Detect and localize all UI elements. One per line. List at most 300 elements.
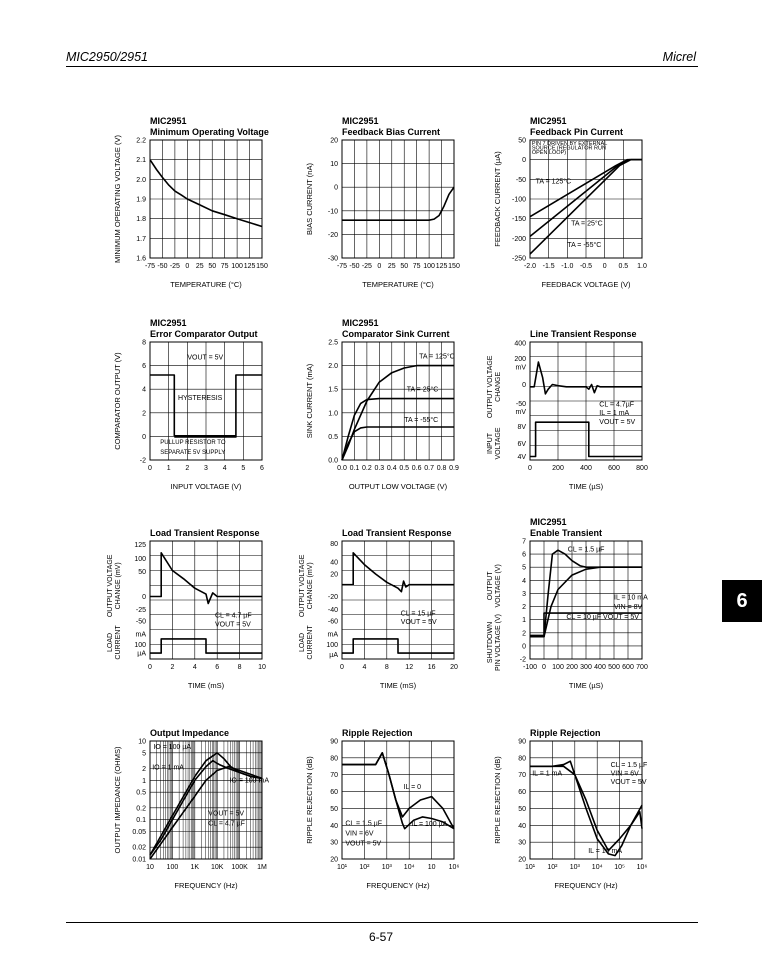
chart-annotation: IO = 100 µA	[153, 743, 192, 751]
y-tick-label: 70	[330, 772, 338, 780]
chart-annotation: VOUT = 5V	[345, 840, 382, 848]
x-tick-label: 0	[528, 465, 532, 472]
y-tick-label: 80	[330, 540, 338, 548]
chart-annotation: CL = 4.7µF	[599, 401, 635, 409]
chart-annotation: SEPARATE 5V SUPPLY	[160, 450, 226, 457]
chart-annotation: IO = 1 mA	[152, 764, 184, 772]
y-tick-label: 0.5	[328, 433, 338, 441]
y-tick-label: -60	[327, 618, 338, 626]
x-tick-label: 75	[220, 263, 229, 270]
chart-annotation: CL = 1.5 µF	[610, 762, 648, 770]
x-tick-label: -2.0	[523, 263, 537, 270]
y-tick-label: 50	[330, 805, 338, 813]
chart-annotation: OPEN LOOP)	[531, 149, 567, 156]
y-tick-label: mV	[515, 409, 526, 417]
y-tick-label: -2	[139, 457, 146, 465]
x-tick-label: 10³	[381, 864, 392, 871]
y-tick-label: 40	[330, 822, 338, 830]
x-tick-label: -100	[522, 664, 538, 671]
x-tick-label: 0.4	[386, 465, 397, 472]
chart-annotation: TA = -55°C	[404, 417, 439, 425]
x-tick-label: 1K	[190, 864, 200, 871]
x-tick-label: 600	[608, 465, 620, 472]
chart-annotation: VIN = 8V	[614, 604, 643, 612]
x-tick-label: 100K	[231, 864, 248, 871]
y-tick-label: 80	[518, 755, 526, 763]
chart-ripple-rejection-2	[493, 728, 647, 890]
x-tick-label: 1.0	[637, 263, 647, 270]
y-tick-label: 40	[330, 559, 338, 567]
y-tick-label: -2	[519, 656, 526, 664]
y-axis-label: PIN VOLTAGE (V)	[495, 614, 502, 671]
x-tick-label: 8	[237, 664, 242, 671]
y-tick-label: 8	[142, 339, 146, 347]
x-tick-label: 0.5	[618, 263, 629, 270]
x-tick-label: 125	[435, 263, 448, 270]
x-tick-label: 150	[256, 263, 268, 270]
chart-error-comparator-output	[113, 318, 264, 491]
y-tick-label: -20	[327, 231, 338, 239]
x-tick-label: 10⁶	[448, 864, 460, 871]
chart-title-line: Minimum Operating Voltage	[150, 127, 269, 137]
y-tick-label: 0	[522, 157, 526, 165]
y-axis-label: LOAD	[299, 632, 306, 653]
y-tick-label: -25	[135, 606, 146, 614]
chart-title-line: MIC2951	[150, 116, 187, 126]
y-tick-label: 0.2	[136, 805, 146, 813]
y-tick-label: 0.1	[136, 817, 146, 825]
y-axis-label: BIAS CURRENT (nA)	[305, 163, 314, 235]
y-tick-label: mV	[515, 364, 526, 372]
x-tick-label: 25	[387, 263, 396, 270]
y-tick-label: 40	[518, 822, 526, 830]
x-tick-label: 6	[215, 664, 220, 671]
chart-annotation: TA = 25°C	[571, 220, 603, 228]
chart-annotation: VOUT = 5V	[610, 778, 647, 786]
y-axis-label: RIPPLE REJECTION (dB)	[493, 756, 502, 844]
y-tick-label: 5	[142, 750, 146, 758]
y-axis-label: CHANGE	[495, 371, 502, 402]
y-tick-label: 1.0	[328, 410, 338, 418]
x-axis-label: TEMPERATURE (°C)	[170, 280, 242, 289]
y-tick-label: 4V	[517, 453, 526, 461]
y-axis-label: COMPARATOR OUTPUT (V)	[113, 352, 122, 450]
y-tick-label: 20	[330, 137, 338, 145]
y-tick-label: 1.5	[328, 386, 338, 394]
y-tick-label: mA	[327, 631, 338, 639]
x-axis-label: TIME (mS)	[187, 681, 225, 690]
x-tick-label: 100	[552, 664, 564, 671]
y-tick-label: -50	[515, 176, 526, 184]
chart-annotation: IL = 1 mA	[599, 410, 630, 418]
y-tick-label: 2	[522, 604, 526, 612]
y-tick-label: 10	[330, 161, 338, 169]
x-axis-label: FEEDBACK VOLTAGE (V)	[541, 280, 631, 289]
x-tick-label: -50	[349, 263, 360, 270]
y-axis-label: MINIMUM OPERATING VOLTAGE (V)	[113, 135, 122, 263]
x-tick-label: 50	[400, 263, 409, 270]
y-tick-label: 2	[142, 765, 146, 773]
y-tick-label: -50	[515, 400, 526, 408]
x-tick-label: 10¹	[524, 864, 536, 871]
x-tick-label: 3	[204, 465, 208, 472]
y-tick-label: -100	[511, 196, 526, 204]
chart-annotation: IL = 1 mA	[532, 770, 563, 778]
y-tick-label: 6V	[517, 440, 526, 448]
x-tick-label: 10⁴	[591, 864, 603, 871]
y-tick-label: 2.1	[136, 157, 146, 165]
y-tick-label: -200	[511, 235, 526, 243]
series-line-2	[150, 553, 262, 604]
x-tick-label: 2	[170, 664, 175, 671]
x-tick-label: 100	[231, 263, 243, 270]
y-tick-label: 2	[142, 410, 146, 418]
x-tick-label: 2	[185, 465, 190, 472]
y-tick-label: 0	[334, 184, 338, 192]
chart-title-line: Line Transient Response	[530, 329, 637, 339]
y-tick-label: -20	[327, 593, 338, 601]
x-axis-label: TEMPERATURE (°C)	[362, 280, 434, 289]
y-tick-label: 5	[522, 564, 526, 572]
y-tick-label: 1.6	[136, 255, 146, 263]
x-tick-label: 50	[208, 263, 217, 270]
x-tick-label: 0	[340, 664, 344, 671]
y-axis-label: CHANGE (mV)	[307, 562, 314, 610]
chart-annotation: IL = 10 mA	[614, 594, 648, 602]
x-tick-label: 0	[377, 263, 382, 270]
x-tick-label: 0	[542, 664, 546, 671]
y-tick-label: 2.2	[136, 137, 146, 145]
y-axis-label: SHUTDOWN	[487, 621, 494, 664]
y-tick-label: 70	[518, 772, 526, 780]
y-tick-label: 0.01	[132, 856, 146, 864]
series-line-3	[342, 427, 454, 460]
chart-annotation: PULLUP RESISTOR TO	[160, 440, 226, 447]
x-tick-label: -75	[144, 263, 156, 270]
series-line-1	[150, 639, 262, 653]
y-tick-label: 20	[330, 571, 338, 579]
chart-annotation: VOUT = 5V	[208, 810, 245, 818]
x-tick-label: 5	[241, 465, 246, 472]
header-company: Micrel	[662, 50, 696, 64]
y-tick-label: 3	[522, 590, 526, 598]
x-tick-label: 10³	[569, 864, 580, 871]
x-tick-label: 20	[450, 664, 458, 671]
x-tick-label: 10⁶	[636, 864, 648, 871]
y-tick-label: 400	[514, 340, 526, 348]
x-tick-label: 10	[427, 864, 436, 871]
y-tick-label: mA	[135, 631, 146, 639]
x-tick-label: 10⁴	[403, 864, 415, 871]
y-axis-label: CHANGE (mV)	[115, 562, 122, 610]
chart-title-line: Load Transient Response	[150, 528, 260, 538]
chart-feedback-bias-current	[305, 116, 460, 289]
y-tick-label: 6	[522, 551, 526, 559]
y-tick-label: 30	[330, 839, 338, 847]
y-tick-label: 2.0	[136, 176, 146, 184]
y-axis-label: CURRENT	[115, 625, 122, 660]
y-axis-label: OUTPUT VOLTAGE	[299, 554, 306, 618]
chart-annotation: SOURCE (REGULATOR RUN	[531, 145, 606, 152]
y-tick-label: 100	[326, 641, 338, 649]
y-tick-label: 20	[330, 856, 338, 864]
chart-title-line: MIC2951	[530, 116, 567, 126]
x-tick-label: 10¹	[336, 864, 348, 871]
x-tick-label: -25	[361, 263, 372, 270]
x-tick-label: -25	[169, 263, 180, 270]
x-tick-label: 8	[384, 664, 389, 671]
chart-annotation: VOUT = 5V	[187, 354, 224, 362]
y-tick-label: 30	[518, 839, 526, 847]
chart-output-impedance	[113, 728, 269, 890]
chart-annotation: CL = 4.7 µF	[214, 612, 252, 620]
x-tick-label: 1	[166, 465, 171, 472]
y-tick-label: µA	[329, 651, 338, 659]
x-tick-label: 300	[580, 664, 592, 671]
y-tick-label: 2.0	[328, 363, 338, 371]
x-tick-label: 150	[448, 263, 460, 270]
y-tick-label: -10	[327, 208, 338, 216]
x-tick-label: 16	[427, 664, 436, 671]
chart-title-line: Ripple Rejection	[342, 728, 413, 738]
chart-title-line: MIC2951	[342, 116, 379, 126]
series-line-1	[342, 639, 454, 653]
chart-annotation: PIN 7 DRIVEN BY EXTERNAL	[531, 141, 608, 148]
x-tick-label: 125	[243, 263, 256, 270]
x-tick-label: 0.2	[362, 465, 372, 472]
y-tick-label: 1.7	[136, 235, 146, 243]
y-tick-label: 1.9	[136, 196, 146, 204]
x-tick-label: 12	[405, 664, 414, 671]
y-tick-label: 60	[518, 789, 526, 797]
y-tick-label: 125	[134, 542, 146, 550]
chart-annotation: VOUT = 5V	[400, 619, 437, 627]
y-tick-label: 50	[138, 569, 146, 577]
y-tick-label: 10	[138, 738, 146, 746]
y-tick-label: 1	[522, 617, 526, 625]
chart-annotation: IL = 100 µA	[411, 821, 448, 829]
y-tick-label: 2	[522, 630, 526, 638]
x-tick-label: 0.8	[436, 465, 447, 472]
x-tick-label: 0	[602, 263, 607, 270]
chart-title-line: Output Impedance	[150, 728, 230, 738]
y-tick-label: 0.0	[328, 457, 338, 465]
chart-annotation: IO = 100 mA	[229, 777, 270, 785]
y-tick-label: 0.5	[136, 789, 146, 797]
x-tick-label: 0	[148, 664, 152, 671]
chart-annotation: CL = 4.7 µF	[208, 820, 245, 828]
y-axis-label: CURRENT	[307, 625, 314, 660]
chart-annotation: IL = 0	[403, 784, 422, 792]
y-tick-label: 0	[142, 593, 146, 601]
x-axis-label: TIME (mS)	[379, 681, 417, 690]
x-tick-label: 400	[594, 664, 606, 671]
y-axis-label: VOLTAGE	[495, 427, 502, 460]
chart-annotation: CL = 10 µF VOUT = 5V	[566, 614, 639, 622]
x-tick-label: 500	[608, 664, 620, 671]
chart-title-line: Comparator Sink Current	[342, 329, 450, 339]
chart-annotation: TA = 125°C	[535, 178, 572, 186]
header-doc-title: MIC2950/2951	[66, 50, 149, 64]
y-axis-label: OUTPUT	[487, 571, 494, 601]
x-tick-label: 10⁵	[614, 864, 625, 871]
y-tick-label: -250	[511, 255, 526, 263]
y-axis-label: VOLTAGE (V)	[495, 564, 502, 608]
x-tick-label: 4	[222, 465, 227, 472]
x-tick-label: 0.5	[399, 465, 410, 472]
x-tick-label: 0.6	[411, 465, 422, 472]
x-tick-label: 400	[580, 465, 592, 472]
series-line-1	[150, 160, 262, 227]
chart-title-line: Feedback Bias Current	[342, 127, 441, 137]
chart-annotation: CL = 1.5 µF	[345, 820, 383, 828]
chart-feedback-pin-current	[493, 116, 647, 289]
x-tick-label: 10	[258, 664, 266, 671]
x-tick-label: 1M	[257, 864, 267, 871]
chart-ripple-rejection-1	[305, 728, 459, 890]
y-tick-label: 1.8	[136, 216, 146, 224]
chart-title-line: MIC2951	[342, 318, 379, 328]
x-tick-label: 0	[185, 263, 190, 270]
x-tick-label: 200	[566, 664, 578, 671]
x-tick-label: -1.0	[561, 263, 574, 270]
y-tick-label: 200	[514, 356, 526, 364]
series-line-1	[342, 187, 454, 220]
x-tick-label: 0.9	[449, 465, 459, 472]
x-tick-label: -1.5	[542, 263, 555, 270]
chart-annotation: HYSTERESIS	[178, 394, 223, 402]
x-tick-label: 6	[260, 465, 264, 472]
chart-line-transient-response	[487, 329, 648, 491]
y-tick-label: 0	[522, 381, 526, 389]
chart-annotation: IL = 10 mA	[588, 848, 623, 856]
y-tick-label: µA	[137, 650, 146, 658]
y-tick-label: 4	[522, 577, 526, 585]
chart-annotation: VIN = 6V	[610, 770, 639, 778]
x-axis-label: INPUT VOLTAGE (V)	[170, 482, 242, 491]
x-tick-label: 10	[146, 864, 154, 871]
plot-frame	[150, 741, 262, 859]
y-axis-label: OUTPUT IMPEDANCE (OHMS)	[113, 746, 122, 854]
chart-annotation: CL = 15 µF	[400, 610, 436, 618]
chart-annotation: CL = 1.5 µF	[567, 546, 605, 554]
y-axis-label: INPUT	[487, 432, 494, 454]
y-axis-label: RIPPLE REJECTION (dB)	[305, 756, 314, 844]
y-tick-label: 1	[142, 777, 146, 785]
chart-enable-transient	[487, 517, 648, 690]
x-axis-label: FREQUENCY (Hz)	[554, 881, 618, 890]
chart-min-operating-voltage	[113, 116, 269, 289]
chart-title-line: Error Comparator Output	[150, 329, 258, 339]
y-axis-label: OUTPUT VOLTAGE	[487, 355, 494, 419]
chart-comparator-sink-current	[305, 318, 459, 491]
x-tick-label: 700	[636, 664, 648, 671]
y-tick-label: 6	[142, 363, 146, 371]
x-tick-label: 0.3	[374, 465, 385, 472]
chart-load-transient-response-1	[107, 528, 266, 690]
series-line-1	[150, 375, 236, 436]
y-tick-label: -150	[511, 216, 526, 224]
y-tick-label: 80	[330, 755, 338, 763]
x-tick-label: 10²	[547, 864, 558, 871]
y-tick-label: 0	[142, 433, 146, 441]
x-tick-label: -50	[157, 263, 168, 270]
x-tick-label: 0	[148, 465, 152, 472]
y-tick-label: 20	[518, 856, 526, 864]
chart-title-line: Load Transient Response	[342, 528, 452, 538]
chart-annotation: TA = -55°C	[567, 241, 602, 249]
x-tick-label: 800	[636, 465, 648, 472]
x-tick-label: -75	[336, 263, 348, 270]
footer-page-number: 6-57	[368, 930, 394, 944]
x-axis-label: FREQUENCY (Hz)	[174, 881, 238, 890]
y-tick-label: 50	[518, 137, 526, 145]
y-axis-label: SINK CURRENT (mA)	[305, 363, 314, 439]
x-tick-label: 4	[362, 664, 367, 671]
y-tick-label: -50	[135, 618, 146, 626]
y-tick-label: 100	[134, 556, 146, 564]
y-tick-label: 7	[522, 538, 526, 546]
y-tick-label: 50	[518, 805, 526, 813]
series-line-2	[342, 553, 454, 592]
chart-annotation: TA = 125°C	[419, 353, 455, 361]
chart-annotation: TA = 25°C	[406, 386, 439, 394]
chart-annotation: VIN = 6V	[345, 830, 374, 838]
y-tick-label: -30	[327, 255, 338, 263]
x-tick-label: 25	[195, 263, 204, 270]
chart-title-line: MIC2951	[150, 318, 187, 328]
y-tick-label: 8V	[517, 423, 526, 431]
y-axis-label: OUTPUT VOLTAGE	[107, 554, 114, 618]
y-tick-label: 60	[330, 789, 338, 797]
chart-title-line: MIC2951	[530, 517, 567, 527]
x-axis-label: FREQUENCY (Hz)	[366, 881, 430, 890]
y-tick-label: 0.05	[132, 829, 146, 837]
y-tick-label: 90	[330, 738, 338, 746]
y-axis-label: FEEDBACK CURRENT (µA)	[493, 151, 502, 247]
y-tick-label: 90	[518, 738, 526, 746]
y-tick-label: 4	[142, 386, 146, 394]
x-tick-label: 75	[412, 263, 421, 270]
x-tick-label: 10K	[210, 864, 224, 871]
chart-title-line: Enable Transient	[530, 528, 603, 538]
x-tick-label: 0.0	[337, 465, 347, 472]
x-tick-label: 100	[423, 263, 435, 270]
x-tick-label: 10²	[359, 864, 370, 871]
y-tick-label: 0.02	[132, 844, 146, 852]
y-axis-label: LOAD	[107, 632, 114, 653]
x-tick-label: 0.1	[349, 465, 360, 472]
series-line-2	[342, 753, 454, 829]
chart-annotation: VOUT = 5V	[214, 621, 251, 629]
x-axis-label: TIME (µS)	[568, 482, 604, 491]
chart-annotation: VOUT = 5V	[599, 419, 636, 427]
chart-load-transient-response-2	[299, 528, 458, 690]
plot-frame	[342, 140, 454, 258]
section-tab: 6	[722, 580, 762, 622]
x-axis-label: TIME (µS)	[568, 681, 604, 690]
x-tick-label: 0.7	[424, 465, 434, 472]
y-tick-label: 100	[134, 641, 146, 649]
y-tick-label: 0	[522, 643, 526, 651]
chart-title-line: Ripple Rejection	[530, 728, 601, 738]
x-axis-label: OUTPUT LOW VOLTAGE (V)	[348, 482, 448, 491]
x-tick-label: 600	[622, 664, 634, 671]
y-tick-label: -40	[327, 606, 338, 614]
y-tick-label: 2.5	[328, 339, 338, 347]
x-tick-label: 4	[192, 664, 197, 671]
x-tick-label: 200	[552, 465, 564, 472]
